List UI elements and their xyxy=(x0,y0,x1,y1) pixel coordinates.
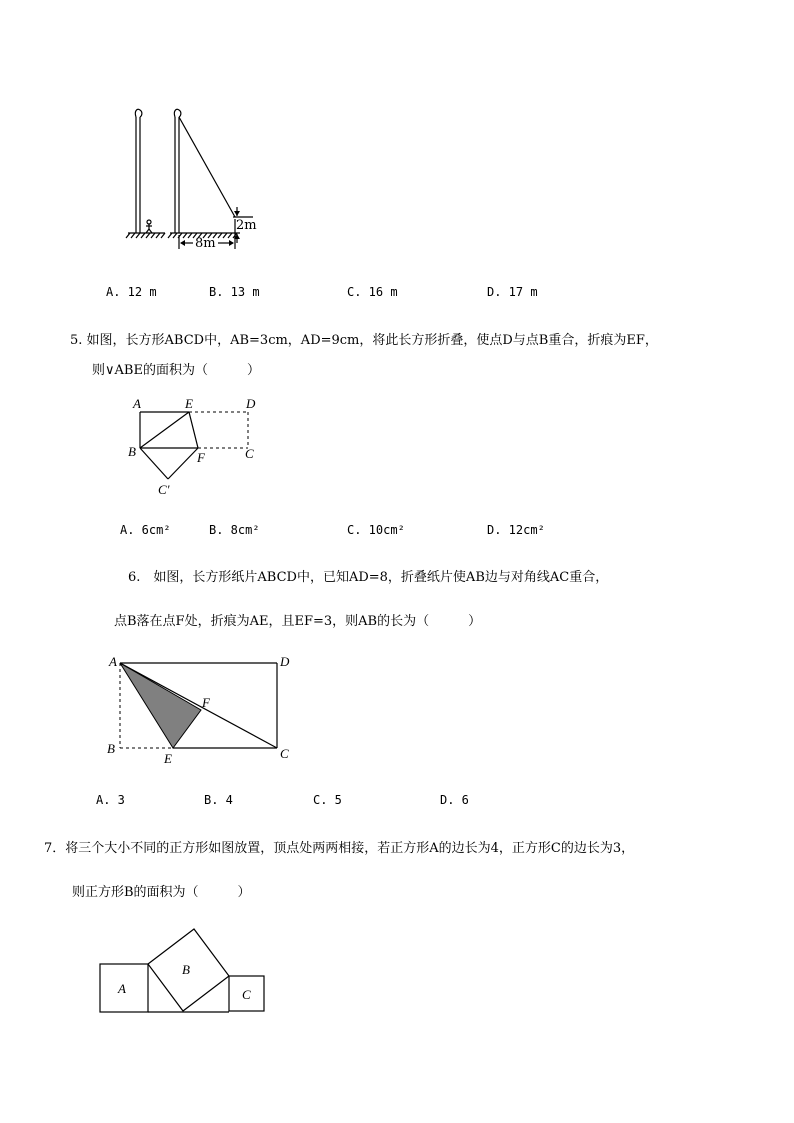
q5-option-b[interactable]: B. 8cm² xyxy=(209,523,260,537)
q6-label-b: B xyxy=(107,741,115,756)
q5-text-line2: 则∨ABE的面积为（ ） xyxy=(92,363,260,378)
q4-option-c[interactable]: C. 16 m xyxy=(347,285,398,299)
q6-label-d: D xyxy=(280,654,290,669)
q5-label-f: F xyxy=(197,450,205,465)
q5-label-c: C xyxy=(245,446,254,461)
q5-label-b: B xyxy=(128,444,136,459)
q4-option-d[interactable]: D. 17 m xyxy=(487,285,538,299)
dim-2m-label: 2m xyxy=(236,218,257,233)
q6-label-c: C xyxy=(280,746,289,761)
q5-label-a: A xyxy=(133,396,141,411)
q4-option-a[interactable]: A. 12 m xyxy=(106,285,157,299)
q7-text-line1: 7．将三个大小不同的正方形如图放置，顶点处两两相接，若正方形A的边长为4，正方形C的边长为3， xyxy=(44,841,635,856)
q5-option-a[interactable]: A. 6cm² xyxy=(120,523,171,537)
q5-label-e: E xyxy=(185,396,193,411)
q7-label-b: B xyxy=(182,962,190,977)
q6-text-line1: 6. 如图，长方形纸片ABCD中，已知AD=8，折叠纸片使AB边与对角线AC重合， xyxy=(128,570,609,585)
q6-option-a[interactable]: A. 3 xyxy=(96,793,125,807)
q5-label-d: D xyxy=(246,396,256,411)
q5-option-c[interactable]: C. 10cm² xyxy=(347,523,405,537)
q6-option-c[interactable]: C. 5 xyxy=(313,793,342,807)
q5-option-d[interactable]: D. 12cm² xyxy=(487,523,545,537)
q7-label-c: C xyxy=(242,987,251,1002)
q6-label-e: E xyxy=(164,751,172,766)
q6-option-d[interactable]: D. 6 xyxy=(440,793,469,807)
q6-label-a: A xyxy=(109,654,117,669)
q7-label-a: A xyxy=(118,981,126,996)
q7-text-line2: 则正方形B的面积为（ ） xyxy=(72,885,251,900)
dim-8m-label: 8m xyxy=(195,236,216,251)
q5-label-c-prime: C' xyxy=(158,482,170,497)
q4-option-b[interactable]: B. 13 m xyxy=(209,285,260,299)
q5-text-line1: 5. 如图，长方形ABCD中，AB=3cm，AD=9cm，将此长方形折叠，使点D与点B重合，折痕为EF， xyxy=(70,333,658,348)
q6-option-b[interactable]: B. 4 xyxy=(204,793,233,807)
q6-label-f: F xyxy=(202,695,210,710)
q6-text-line2: 点B落在点F处，折痕为AE，且EF=3，则AB的长为（ ） xyxy=(114,614,482,629)
